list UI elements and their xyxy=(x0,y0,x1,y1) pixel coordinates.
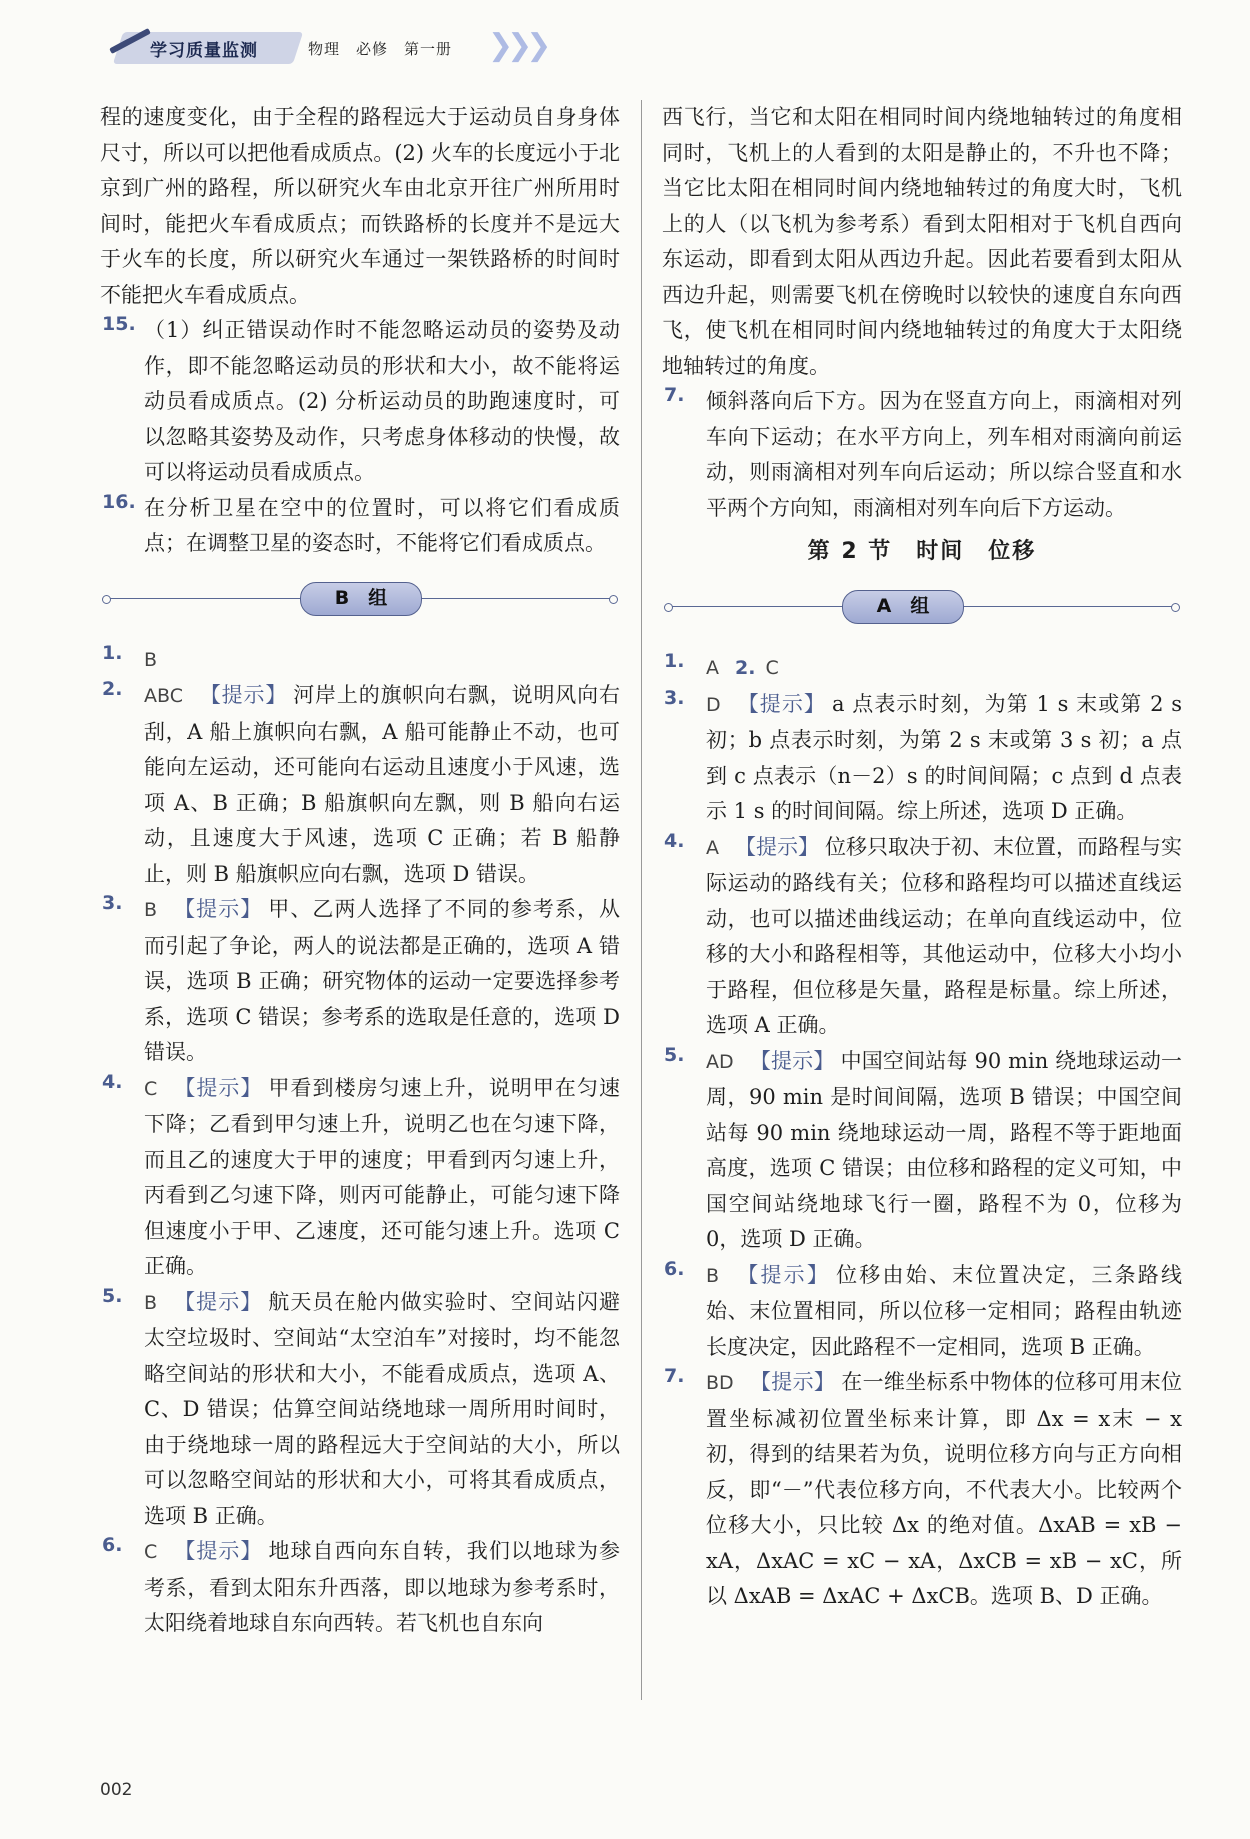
answer-item xyxy=(662,1044,1182,1258)
group-b-banner xyxy=(100,566,620,630)
answer-item xyxy=(662,830,1182,1044)
item-number: 2. xyxy=(102,678,123,700)
item-number: 15. xyxy=(102,313,136,335)
hint-label: 【提示】 xyxy=(736,691,826,716)
hint-label: 【提示】 xyxy=(173,1075,263,1100)
item-number: 16. xyxy=(102,490,136,513)
hint-label: 【提示】 xyxy=(735,1262,831,1287)
item-number: 1. xyxy=(664,650,685,672)
answer-item xyxy=(100,1285,620,1535)
answer-key: D xyxy=(706,693,721,716)
item-number: 6. xyxy=(102,1534,123,1556)
answer-item xyxy=(100,892,620,1071)
hint-label: 【提示】 xyxy=(173,1289,263,1314)
item-number: 4. xyxy=(102,1070,123,1093)
answer-key: A xyxy=(706,657,719,679)
item-text: 甲看到楼房匀速上升，说明甲在匀速下降；乙看到甲匀速上升，说明乙也在匀速下降，而且乙的速度大于甲的速度；甲看到丙匀速上升，丙看到乙匀速下降，则丙可能静止，可能匀速下降但速度小于甲、乙速度，还可能匀速上升。选项 C 正确。 xyxy=(144,1075,621,1278)
item-number: 2. xyxy=(735,657,756,679)
item-text: 在一维坐标系中物体的位移可用末位置坐标减初位置坐标来计算，即 Δx = x末 − x初，得到的结果若为负，说明位移方向与正方向相反，即“－”代表位移方向，不代表大小。比较两个位移大小，只比较 Δx 的绝对值。ΔxAB = xB − xA，ΔxAC = xC − xA，ΔxCB = xB − xC，所以 ΔxAB = ΔxAC + ΔxCB。选项 B、D 正确。 xyxy=(706,1370,1183,1608)
double-chevron-icon: ❯❯❯ xyxy=(488,28,546,63)
answer-key: B xyxy=(144,1291,158,1314)
item-number: 5. xyxy=(664,1043,685,1066)
answer-key: C xyxy=(765,657,779,679)
answer-item-15 xyxy=(100,313,620,491)
item-number: 1. xyxy=(102,641,123,664)
hint-label: 【提示】 xyxy=(173,897,263,921)
answer-key: B xyxy=(144,899,158,921)
answer-item xyxy=(100,642,620,679)
answer-item xyxy=(662,1365,1182,1615)
page-header xyxy=(108,24,588,68)
answer-item-7 xyxy=(662,384,1182,526)
item-text: 甲、乙两人选择了不同的参考系，从而引起了争论，两人的说法都是正确的，选项 A 错误，选项 B 正确；研究物体的运动一定要选择参考系，选项 C 错误；参考系的选取是任意的，选项 D 错误。 xyxy=(144,897,621,1064)
section-title: 第 2 节 时间 位移 xyxy=(807,539,1037,564)
item-number: 5. xyxy=(102,1284,123,1307)
item-text: 在分析卫星在空中的位置时，可以将它们看成质点；在调整卫星的姿态时，不能将它们看成质点。 xyxy=(144,495,620,555)
answer-item-16 xyxy=(100,491,620,562)
header-subtitle: 物理 必修 第一册 xyxy=(308,40,453,58)
item-text: 倾斜落向后下方。因为在竖直方向上，雨滴相对列车向下运动；在水平方向上，列车相对雨滴向前运动，则雨滴相对列车向后运动；所以综合竖直和水平两个方向知，雨滴相对列车向后下方运动。 xyxy=(706,389,1182,520)
answer-key: A xyxy=(706,836,719,859)
item-text: 中国空间站每 90 min 绕地球运动一周，90 min 是时间间隔，选项 B 错误；中国空间站每 90 min 绕地球运动一周，路程不等于距地面高度，选项 C 错误；由位移和路程的定义可知，中国空间站绕地球飞行一圈，路程不为 0，位移为 0，选项 D 正确。 xyxy=(706,1048,1183,1251)
intro-paragraph: 程的速度变化，由于全程的路程远大于运动员自身身体尺寸，所以可以把他看成质点。(2) 火车的长度远小于北京到广州的路程，所以研究火车由北京开往广州所用时间时，能把火车看成质点；而铁路桥的长度并不是远大于火车的长度，所以研究火车通过一架铁路桥的时间时不能把火车看成质点。 xyxy=(100,105,620,307)
item-text: 航天员在舱内做实验时、空间站闪避太空垃圾时、空间站“太空泊车”对接时，均不能忽略空间站的形状和大小，不能看成质点，选项 A、C、D 错误；估算空间站绕地球一周所用时间时，由于绕地球一周的路程远大于空间站的大小，所以可以忽略空间站的形状和大小，可将其看成质点，选项 B 正确。 xyxy=(144,1289,621,1528)
item-text: 地球自西向东自转，我们以地球为参考系，看到太阳东升西落，即以地球为参考系时，太阳绕着地球自东向西转。若飞机也自东向 xyxy=(144,1539,621,1635)
answer-key: C xyxy=(144,1077,158,1100)
item-number: 4. xyxy=(664,829,685,852)
hint-label: 【提示】 xyxy=(198,683,288,707)
item-text: 位移由始、末位置决定，三条路线始、末位置相同，所以位移一定相同；路程由轨迹长度决定，因此路程不一定相同，选项 B 正确。 xyxy=(706,1262,1183,1359)
item-number: 7. xyxy=(664,384,685,406)
answer-item xyxy=(662,650,1182,687)
column-divider xyxy=(641,100,642,1700)
item-text: （1）纠正错误动作时不能忽略运动员的姿势及动作，即不能忽略运动员的形状和大小，故不能将运动员看成质点。(2) 分析运动员的助跑速度时，可以忽略其姿势及动作，只考虑身体移动的快慢，故可以将运动员看成质点。 xyxy=(144,318,620,484)
hint-label: 【提示】 xyxy=(749,1370,836,1394)
hint-label: 【提示】 xyxy=(749,1048,835,1073)
answer-item xyxy=(662,1258,1182,1366)
item-number: 6. xyxy=(664,1257,685,1280)
item-text: a 点表示时刻，为第 1 s 末或第 2 s 初；b 点表示时刻，为第 2 s 末或第 3 s 初；a 点到 c 点表示（n－2）s 的时间间隔；c 点到 d 点表示 1 s 的时间间隔。综上所述，选项 D 正确。 xyxy=(706,691,1182,823)
item-text: 位移只取决于初、末位置，而路程与实际运动的路线有关；位移和路程均可以描述直线运动，也可以描述曲线运动；在单向直线运动中，位移的大小和路程相等，其他运动中，位移大小均小于路程，但位移是矢量，路程是标量。综上所述，选项 A 正确。 xyxy=(706,834,1182,1037)
item-number: 3. xyxy=(664,686,685,709)
answer-item xyxy=(662,687,1182,830)
group-a-label: A 组 xyxy=(842,590,964,624)
group-a-banner xyxy=(662,574,1182,638)
page-number: 002 xyxy=(100,1780,133,1800)
answer-item xyxy=(100,1534,620,1642)
left-column xyxy=(100,100,620,1642)
item-number: 7. xyxy=(664,1365,685,1387)
answer-key: ABC xyxy=(144,685,183,707)
continuation-paragraph: 西飞行，当它和太阳在相同时间内绕地轴转过的角度相同时，飞机上的人看到的太阳是静止的，不升也不降；当它比太阳在相同时间内绕地轴转过的角度大时，飞机上的人（以飞机为参考系）看到太阳相对于飞机自西向东运动，即看到太阳从西边升起。因此若要看到太阳从西边升起，则需要飞机在傍晚时以较快的速度自东向西飞，使飞机在相同时间内绕地轴转过的角度大于太阳绕地轴转过的角度。 xyxy=(662,105,1182,378)
right-column xyxy=(662,100,1182,1615)
item-text: 河岸上的旗帜向右飘，说明风向右刮，A 船上旗帜向右飘，A 船可能静止不动，也可能向左运动，还可能向右运动且速度小于风速，选项 A、B 正确；B 船旗帜向左飘，则 B 船向右运动，且速度大于风速，选项 C 正确；若 B 船静止，则 B 船旗帜应向右飘，选项 D 错误。 xyxy=(144,683,620,886)
answer-key: B xyxy=(144,648,158,671)
group-b-label: B 组 xyxy=(300,582,422,616)
header-title: 学习质量监测 xyxy=(150,41,258,61)
item-number: 3. xyxy=(102,892,123,914)
answer-key: BD xyxy=(706,1372,734,1394)
answer-item xyxy=(100,678,620,892)
answer-key: C xyxy=(144,1541,158,1563)
answer-key: B xyxy=(706,1264,720,1287)
answer-item xyxy=(100,1071,620,1285)
answer-key: AD xyxy=(706,1050,734,1073)
hint-label: 【提示】 xyxy=(173,1539,263,1563)
hint-label: 【提示】 xyxy=(735,834,819,859)
